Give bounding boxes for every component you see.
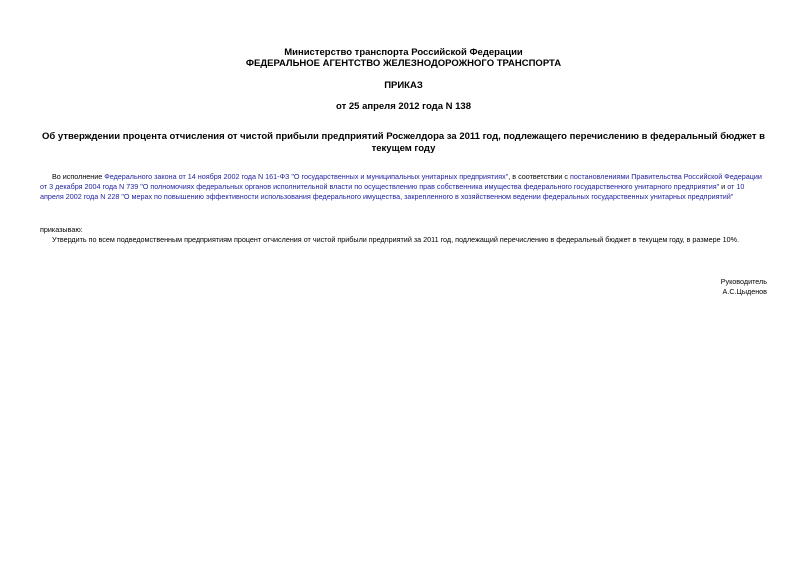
document-date-number: от 25 апреля 2012 года N 138 <box>336 101 471 112</box>
federal-law-link[interactable]: Федерального закона от 14 ноября 2002 года N 161-ФЗ "О государственных и муниципальных унитарных предприятиях" <box>104 172 509 181</box>
preamble-mid-2: и <box>719 182 728 191</box>
order-word: приказываю: <box>40 225 83 234</box>
ministry-name: Министерство транспорта Российской Федерации <box>284 47 523 58</box>
government-decree-228-link[interactable]: от 10 апреля 2002 года N 228 "О мерах по повышению эффективности использования федерального имущества, закрепленного в хозяйственном ведении федеральных государственных унитарных предприятий" <box>40 182 745 201</box>
preamble-lead: Во исполнение <box>52 172 105 181</box>
document-title: Об утверждении процента отчисления от чистой прибыли предприятий Росжелдора за 2011 год, подлежащего перечислению в федеральный бюджет в текущем году <box>42 131 765 154</box>
preamble-paragraph <box>40 172 770 202</box>
document-type: ПРИКАЗ <box>384 80 423 91</box>
government-decree-739-link[interactable]: постановлениями Правительства Российской Федерации от 3 декабря 2004 года N 739 "О полномочиях федеральных органов исполнительной власти по осуществлению прав собственника имущества федерального государственного унитарного предприятия" <box>40 172 762 191</box>
signature-position: Руководитель <box>720 277 767 286</box>
signature-name: А.С.Цыденов <box>722 287 767 296</box>
agency-name: ФЕДЕРАЛЬНОЕ АГЕНТСТВО ЖЕЛЕЗНОДОРОЖНОГО ТРАНСПОРТА <box>245 58 562 69</box>
preamble-mid-1: , в соответствии с <box>508 172 570 181</box>
order-text: Утвердить по всем подведомственным предприятиям процент отчисления от чистой прибыли предприятий за 2011 год, подлежащий перечислению в федеральный бюджет в текущем году, в размере 10%. <box>52 235 739 244</box>
